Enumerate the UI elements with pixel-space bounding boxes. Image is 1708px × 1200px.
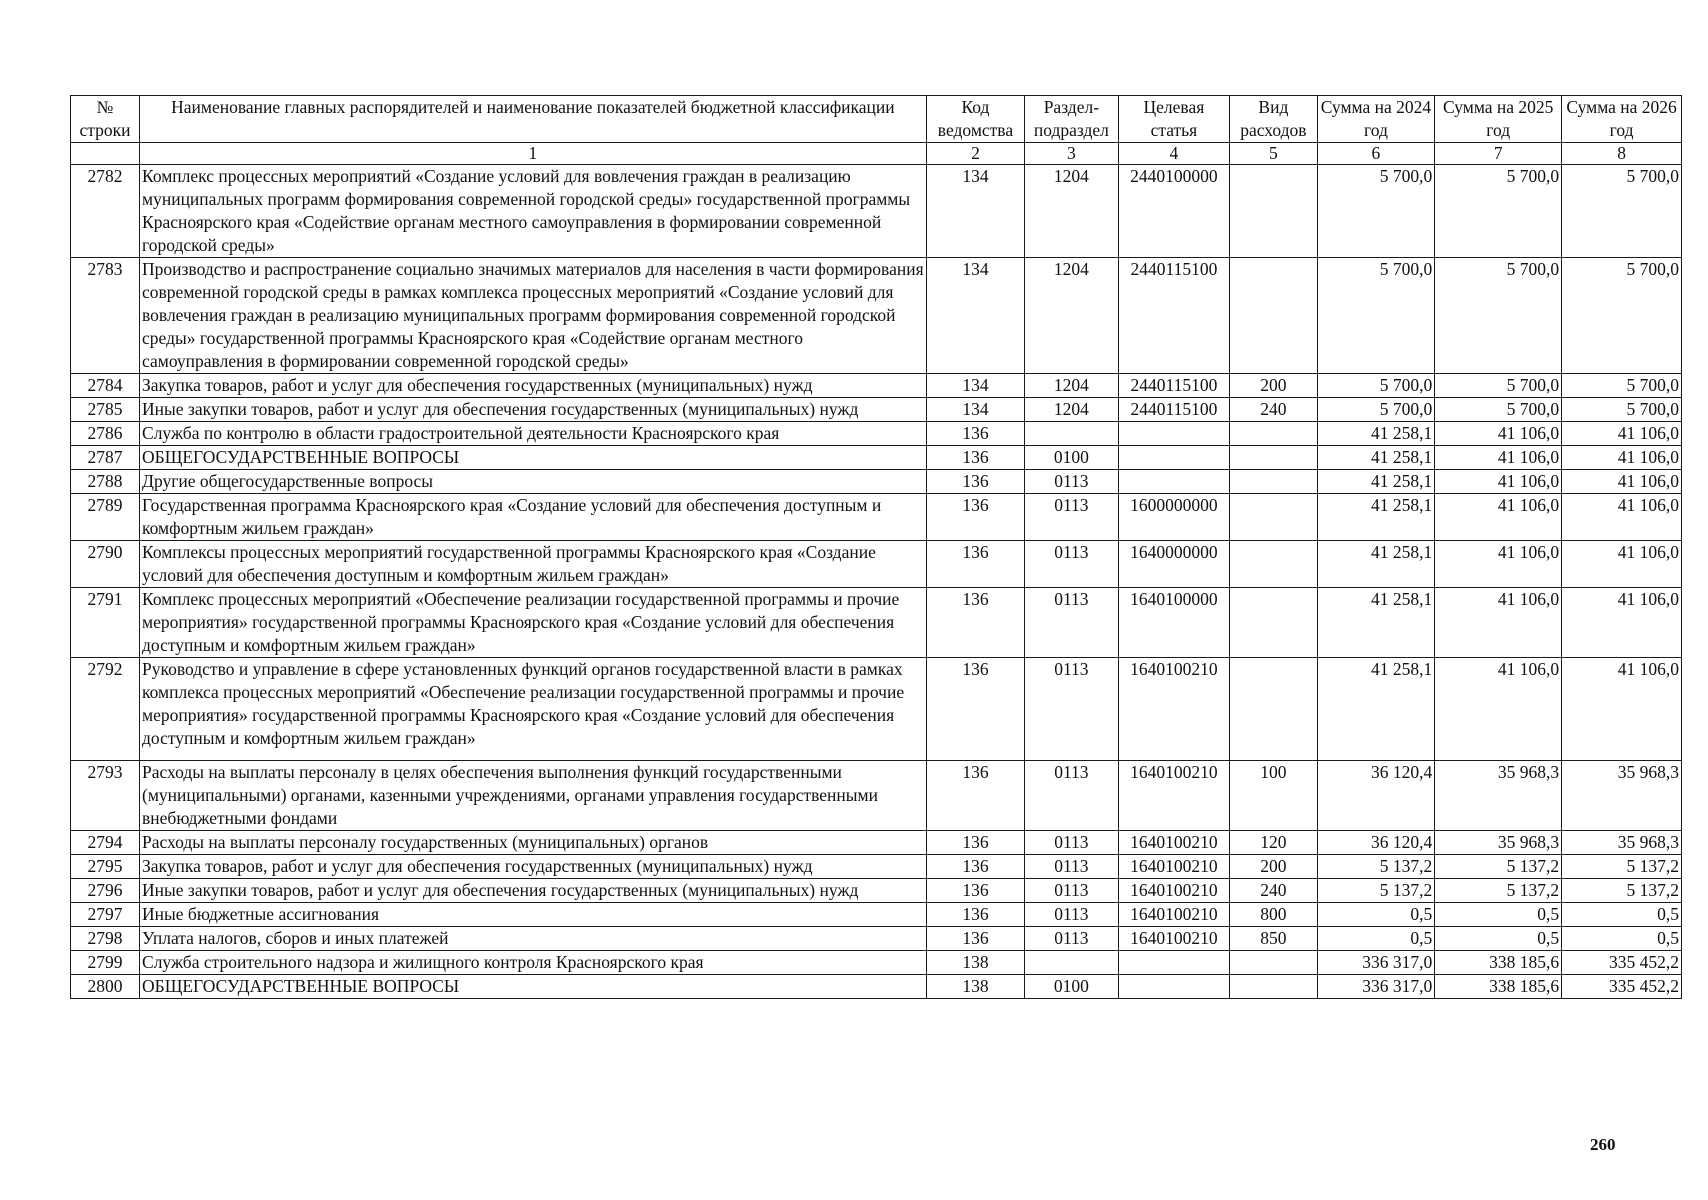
target-article-cell [1118, 951, 1230, 975]
table-row [71, 588, 1682, 658]
expense-type-cell [1230, 975, 1317, 999]
item-name-cell: Служба по контролю в области градостроительной деятельности Красноярского края [140, 422, 927, 446]
sum-2026-cell: 41 106,0 [1562, 494, 1682, 541]
table-row [71, 258, 1682, 374]
target-article-cell: 1640100210 [1118, 927, 1230, 951]
item-name-cell: Комплекс процессных мероприятий «Обеспечение реализации государственной программы и прочие мероприятия» государственной программы Красноярского края «Создание условий для обеспечения доступным и комфортным жильем граждан» [140, 588, 927, 658]
row-number-cell: 2783 [71, 258, 140, 374]
column-number-cell: 6 [1317, 143, 1435, 165]
target-article-cell: 1640000000 [1118, 541, 1230, 588]
page-number: 260 [1590, 1135, 1616, 1154]
sum-2025-cell: 338 185,6 [1435, 951, 1562, 975]
department-code-cell: 138 [926, 951, 1024, 975]
column-number-cell: 1 [140, 143, 927, 165]
table-row [71, 374, 1682, 398]
sum-2026-cell: 335 452,2 [1562, 975, 1682, 999]
sum-2024-cell: 41 258,1 [1317, 494, 1435, 541]
target-article-cell: 1640100210 [1118, 879, 1230, 903]
department-code-cell: 136 [926, 831, 1024, 855]
department-code-cell: 136 [926, 541, 1024, 588]
table-row [71, 658, 1682, 761]
table-row [71, 541, 1682, 588]
section-code-cell: 0113 [1025, 470, 1118, 494]
department-code-cell: 136 [926, 903, 1024, 927]
department-code-cell: 136 [926, 494, 1024, 541]
expense-type-cell: 100 [1230, 761, 1317, 831]
sum-2025-cell: 41 106,0 [1435, 422, 1562, 446]
table-body [71, 165, 1682, 999]
section-code-cell [1025, 422, 1118, 446]
table-row [71, 951, 1682, 975]
expense-type-cell [1230, 470, 1317, 494]
row-number-cell: 2799 [71, 951, 140, 975]
department-code-cell: 136 [926, 761, 1024, 831]
sum-2026-cell: 41 106,0 [1562, 541, 1682, 588]
row-number-cell: 2793 [71, 761, 140, 831]
expense-type-cell [1230, 541, 1317, 588]
sum-2026-cell: 5 137,2 [1562, 879, 1682, 903]
department-code-cell: 136 [926, 470, 1024, 494]
row-number-cell: 2791 [71, 588, 140, 658]
department-code-cell: 136 [926, 446, 1024, 470]
target-article-cell: 1600000000 [1118, 494, 1230, 541]
target-article-cell: 2440115100 [1118, 398, 1230, 422]
item-name-cell: Иные закупки товаров, работ и услуг для обеспечения государственных (муниципальных) нужд [140, 398, 927, 422]
target-article-cell: 1640100210 [1118, 658, 1230, 761]
table-row [71, 165, 1682, 258]
section-code-cell: 0113 [1025, 494, 1118, 541]
column-number-cell [71, 143, 140, 165]
sum-2026-cell: 41 106,0 [1562, 658, 1682, 761]
section-code-cell: 0100 [1025, 975, 1118, 999]
sum-2024-cell: 41 258,1 [1317, 470, 1435, 494]
sum-2024-cell: 0,5 [1317, 903, 1435, 927]
sum-2025-cell: 0,5 [1435, 927, 1562, 951]
sum-2024-cell: 5 137,2 [1317, 879, 1435, 903]
sum-2026-cell: 41 106,0 [1562, 470, 1682, 494]
expense-type-cell: 240 [1230, 879, 1317, 903]
department-code-cell: 136 [926, 927, 1024, 951]
header-row [71, 96, 1682, 143]
row-number-cell: 2786 [71, 422, 140, 446]
target-article-cell: 1640100210 [1118, 903, 1230, 927]
section-code-cell: 0113 [1025, 541, 1118, 588]
target-article-cell: 2440115100 [1118, 258, 1230, 374]
table-row [71, 831, 1682, 855]
table-row [71, 422, 1682, 446]
sum-2025-cell: 5 137,2 [1435, 855, 1562, 879]
target-article-cell [1118, 975, 1230, 999]
budget-sheet [70, 95, 1682, 999]
expense-type-cell [1230, 165, 1317, 258]
row-number-cell: 2790 [71, 541, 140, 588]
sum-2026-cell: 335 452,2 [1562, 951, 1682, 975]
target-article-cell: 2440100000 [1118, 165, 1230, 258]
section-code-cell: 0113 [1025, 879, 1118, 903]
section-code-cell: 0113 [1025, 903, 1118, 927]
sum-2025-cell: 5 700,0 [1435, 165, 1562, 258]
expense-type-cell: 200 [1230, 855, 1317, 879]
sum-2026-cell: 5 700,0 [1562, 258, 1682, 374]
item-name-cell: ОБЩЕГОСУДАРСТВЕННЫЕ ВОПРОСЫ [140, 446, 927, 470]
sum-2026-cell: 35 968,3 [1562, 761, 1682, 831]
sum-2024-cell: 336 317,0 [1317, 975, 1435, 999]
sum-2026-cell: 5 137,2 [1562, 855, 1682, 879]
expense-type-cell [1230, 658, 1317, 761]
expense-type-cell [1230, 446, 1317, 470]
column-number-cell: 7 [1435, 143, 1562, 165]
department-code-cell: 136 [926, 658, 1024, 761]
header-cell-vr: Вид расходов [1230, 96, 1317, 143]
target-article-cell: 1640100210 [1118, 761, 1230, 831]
sum-2024-cell: 41 258,1 [1317, 422, 1435, 446]
sum-2026-cell: 5 700,0 [1562, 165, 1682, 258]
header-cell-ved: Код ведомства [926, 96, 1024, 143]
sum-2024-cell: 5 700,0 [1317, 374, 1435, 398]
sum-2024-cell: 36 120,4 [1317, 831, 1435, 855]
section-code-cell: 0100 [1025, 446, 1118, 470]
expense-type-cell: 200 [1230, 374, 1317, 398]
column-number-cell: 5 [1230, 143, 1317, 165]
item-name-cell: Расходы на выплаты персоналу в целях обеспечения выполнения функций государственными (муниципальными) органами, казенными учреждениями, органами управления государственными внебюджетными фондами [140, 761, 927, 831]
table-row [71, 927, 1682, 951]
row-number-cell: 2800 [71, 975, 140, 999]
expense-type-cell [1230, 258, 1317, 374]
expense-type-cell [1230, 951, 1317, 975]
sum-2025-cell: 41 106,0 [1435, 658, 1562, 761]
sum-2025-cell: 5 137,2 [1435, 879, 1562, 903]
sum-2025-cell: 41 106,0 [1435, 541, 1562, 588]
target-article-cell: 2440115100 [1118, 374, 1230, 398]
department-code-cell: 134 [926, 398, 1024, 422]
department-code-cell: 134 [926, 258, 1024, 374]
sum-2024-cell: 36 120,4 [1317, 761, 1435, 831]
sum-2024-cell: 336 317,0 [1317, 951, 1435, 975]
sum-2026-cell: 0,5 [1562, 927, 1682, 951]
item-name-cell: Другие общегосударственные вопросы [140, 470, 927, 494]
sum-2026-cell: 41 106,0 [1562, 446, 1682, 470]
column-number-cell: 4 [1118, 143, 1230, 165]
section-code-cell: 0113 [1025, 855, 1118, 879]
sum-2024-cell: 5 700,0 [1317, 165, 1435, 258]
item-name-cell: Комплексы процессных мероприятий государственной программы Красноярского края «Создание условий для обеспечения доступным и комфортным жильем граждан» [140, 541, 927, 588]
item-name-cell: Руководство и управление в сфере установленных функций органов государственной власти в рамках комплекса процессных мероприятий «Обеспечение реализации государственной программы и прочие мероприятия» государственной программы Красноярского края «Создание условий для обеспечения доступным и комфортным жильем граждан» [140, 658, 927, 761]
item-name-cell: Иные закупки товаров, работ и услуг для обеспечения государственных (муниципальных) нужд [140, 879, 927, 903]
header-cell-cs: Целевая статья [1118, 96, 1230, 143]
sum-2025-cell: 5 700,0 [1435, 258, 1562, 374]
row-number-cell: 2794 [71, 831, 140, 855]
department-code-cell: 136 [926, 422, 1024, 446]
sum-2024-cell: 5 137,2 [1317, 855, 1435, 879]
row-number-cell: 2782 [71, 165, 140, 258]
header-cell-2025: Сумма на 2025 год [1435, 96, 1562, 143]
row-number-cell: 2788 [71, 470, 140, 494]
row-number-cell: 2795 [71, 855, 140, 879]
target-article-cell [1118, 422, 1230, 446]
column-number-cell: 3 [1025, 143, 1118, 165]
row-number-cell: 2785 [71, 398, 140, 422]
sum-2024-cell: 5 700,0 [1317, 258, 1435, 374]
row-number-cell: 2796 [71, 879, 140, 903]
header-cell-name: Наименование главных распорядителей и наименование показателей бюджетной классификации [140, 96, 927, 143]
expense-type-cell: 800 [1230, 903, 1317, 927]
table-row [71, 494, 1682, 541]
target-article-cell [1118, 446, 1230, 470]
sum-2024-cell: 41 258,1 [1317, 588, 1435, 658]
sum-2026-cell: 41 106,0 [1562, 588, 1682, 658]
section-code-cell: 1204 [1025, 398, 1118, 422]
section-code-cell: 1204 [1025, 165, 1118, 258]
target-article-cell: 1640100210 [1118, 855, 1230, 879]
table-row [71, 903, 1682, 927]
department-code-cell: 134 [926, 374, 1024, 398]
sum-2024-cell: 41 258,1 [1317, 446, 1435, 470]
header-cell-2026: Сумма на 2026 год [1562, 96, 1682, 143]
sum-2026-cell: 5 700,0 [1562, 398, 1682, 422]
expense-type-cell: 240 [1230, 398, 1317, 422]
row-number-cell: 2792 [71, 658, 140, 761]
budget-table [70, 95, 1682, 999]
sum-2025-cell: 5 700,0 [1435, 398, 1562, 422]
sum-2025-cell: 41 106,0 [1435, 446, 1562, 470]
table-row [71, 879, 1682, 903]
item-name-cell: ОБЩЕГОСУДАРСТВЕННЫЕ ВОПРОСЫ [140, 975, 927, 999]
sum-2026-cell: 0,5 [1562, 903, 1682, 927]
sum-2026-cell: 35 968,3 [1562, 831, 1682, 855]
table-row [71, 470, 1682, 494]
sum-2025-cell: 338 185,6 [1435, 975, 1562, 999]
item-name-cell: Закупка товаров, работ и услуг для обеспечения государственных (муниципальных) нужд [140, 374, 927, 398]
column-number-row [71, 143, 1682, 165]
row-number-cell: 2798 [71, 927, 140, 951]
section-code-cell: 1204 [1025, 374, 1118, 398]
section-code-cell: 0113 [1025, 761, 1118, 831]
expense-type-cell [1230, 588, 1317, 658]
row-number-cell: 2784 [71, 374, 140, 398]
sum-2024-cell: 5 700,0 [1317, 398, 1435, 422]
sum-2025-cell: 5 700,0 [1435, 374, 1562, 398]
sum-2024-cell: 41 258,1 [1317, 541, 1435, 588]
header-cell-rz: Раздел-подраздел [1025, 96, 1118, 143]
header-cell-no: № строки [71, 96, 140, 143]
column-number-cell: 8 [1562, 143, 1682, 165]
sum-2025-cell: 41 106,0 [1435, 494, 1562, 541]
row-number-cell: 2789 [71, 494, 140, 541]
section-code-cell: 1204 [1025, 258, 1118, 374]
sum-2025-cell: 0,5 [1435, 903, 1562, 927]
department-code-cell: 136 [926, 855, 1024, 879]
sum-2025-cell: 35 968,3 [1435, 831, 1562, 855]
item-name-cell: Государственная программа Красноярского края «Создание условий для обеспечения доступным и комфортным жильем граждан» [140, 494, 927, 541]
expense-type-cell: 850 [1230, 927, 1317, 951]
sum-2026-cell: 41 106,0 [1562, 422, 1682, 446]
item-name-cell: Иные бюджетные ассигнования [140, 903, 927, 927]
sum-2025-cell: 35 968,3 [1435, 761, 1562, 831]
expense-type-cell: 120 [1230, 831, 1317, 855]
table-row [71, 975, 1682, 999]
department-code-cell: 138 [926, 975, 1024, 999]
table-row [71, 446, 1682, 470]
sum-2025-cell: 41 106,0 [1435, 470, 1562, 494]
expense-type-cell [1230, 422, 1317, 446]
sum-2024-cell: 41 258,1 [1317, 658, 1435, 761]
department-code-cell: 136 [926, 588, 1024, 658]
target-article-cell: 1640100000 [1118, 588, 1230, 658]
table-row [71, 761, 1682, 831]
item-name-cell: Служба строительного надзора и жилищного контроля Красноярского края [140, 951, 927, 975]
column-number-cell: 2 [926, 143, 1024, 165]
item-name-cell: Закупка товаров, работ и услуг для обеспечения государственных (муниципальных) нужд [140, 855, 927, 879]
row-number-cell: 2787 [71, 446, 140, 470]
table-row [71, 855, 1682, 879]
sum-2026-cell: 5 700,0 [1562, 374, 1682, 398]
section-code-cell: 0113 [1025, 831, 1118, 855]
section-code-cell: 0113 [1025, 588, 1118, 658]
section-code-cell [1025, 951, 1118, 975]
table-row [71, 398, 1682, 422]
expense-type-cell [1230, 494, 1317, 541]
department-code-cell: 134 [926, 165, 1024, 258]
target-article-cell [1118, 470, 1230, 494]
item-name-cell: Уплата налогов, сборов и иных платежей [140, 927, 927, 951]
section-code-cell: 0113 [1025, 927, 1118, 951]
sum-2025-cell: 41 106,0 [1435, 588, 1562, 658]
item-name-cell: Производство и распространение социально значимых материалов для населения в части формирования современной городской среды в рамках комплекса процессных мероприятий «Создание условий для вовлечения граждан в реализацию муниципальных программ формирования современной городской среды» государственной программы Красноярского края «Содействие органам местного самоуправления в формировании современной городской среды» [140, 258, 927, 374]
sum-2024-cell: 0,5 [1317, 927, 1435, 951]
item-name-cell: Комплекс процессных мероприятий «Создание условий для вовлечения граждан в реализацию муниципальных программ формирования современной городской среды» государственной программы Красноярского края «Содействие органам местного самоуправления в формировании современной городской среды» [140, 165, 927, 258]
section-code-cell: 0113 [1025, 658, 1118, 761]
header-cell-2024: Сумма на 2024 год [1317, 96, 1435, 143]
item-name-cell: Расходы на выплаты персоналу государственных (муниципальных) органов [140, 831, 927, 855]
target-article-cell: 1640100210 [1118, 831, 1230, 855]
department-code-cell: 136 [926, 879, 1024, 903]
row-number-cell: 2797 [71, 903, 140, 927]
